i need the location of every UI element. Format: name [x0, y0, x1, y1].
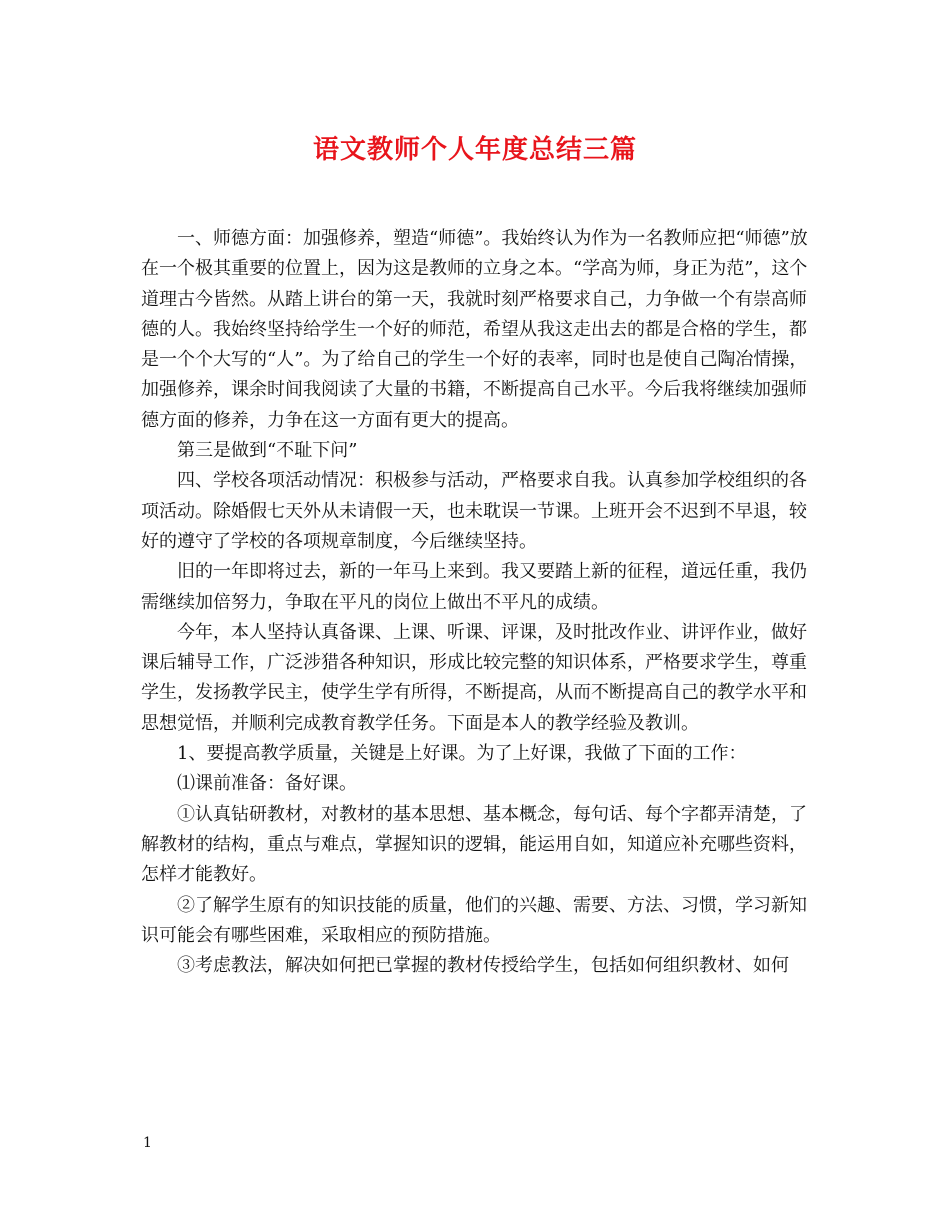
paragraph: 今年，本人坚持认真备课、上课、听课、评课，及时批改作业、讲评作业，做好课后辅导工作，广泛涉猎各种知识，形成比较完整的知识体系，严格要求学生，尊重学生，发扬教学民主，使学生学有所得，不断提高，从而不断提高自己的教学水平和思想觉悟，并顺利完成教育教学任务。下面是本人的教学经验及教训。 — [141, 621, 807, 734]
paragraph: 一、师德方面：加强修养，塑造“师德”。我始终认为作为一名教师应把“师德”放在一个极其重要的位置上，因为这是教师的立身之本。“学高为师，身正为范”，这个道理古今皆然。从踏上讲台的第一天，我就时刻严格要求自己，力争做一个有崇高师德的人。我始终坚持给学生一个好的师范，希望从我这走出去的都是合格的学生，都是一个个大写的“人”。为了给自己的学生一个好的表率，同时也是使自己陶冶情操，加强修养，课余时间我阅读了大量的书籍，不断提高自己水平。今后我将继续加强师德方面的修养，力争在这一方面有更大的提高。 — [141, 228, 808, 431]
document-body — [141, 224, 813, 981]
document-title: 语文教师个人年度总结三篇 — [312, 135, 637, 165]
paragraph: ②了解学生原有的知识技能的质量，他们的兴趣、需要、方法、习惯，学习新知识可能会有哪些困难，采取相应的预防措施。 — [141, 894, 807, 946]
page-number: 1 — [143, 1135, 152, 1151]
paragraph: 旧的一年即将过去，新的一年马上来到。我又要踏上新的征程，道远任重，我仍需继续加倍努力，争取在平凡的岗位上做出不平凡的成绩。 — [141, 561, 807, 613]
paragraph: 第三是做到“不耻下问” — [177, 440, 358, 462]
paragraph: 四、学校各项活动情况：积极参与活动，严格要求自我。认真参加学校组织的各项活动。除婚假七天外从未请假一天，也未耽误一节课。上班开会不迟到不早退，较好的遵守了学校的各项规章制度，今后继续坚持。 — [141, 470, 807, 552]
paragraph: ①认真钻研教材，对教材的基本思想、基本概念，每句话、每个字都弄清楚，了解教材的结构，重点与难点，掌握知识的逻辑，能运用自如，知道应补充哪些资料，怎样才能教好。 — [141, 803, 807, 886]
paragraph: ⑴课前准备：备好课。 — [177, 773, 357, 795]
paragraph: ③考虑教法，解决如何把已掌握的教材传授给学生，包括如何组织教材、如何 — [177, 955, 789, 977]
paragraph: 1、要提高教学质量，关键是上好课。为了上好课，我做了下面的工作： — [177, 743, 747, 765]
